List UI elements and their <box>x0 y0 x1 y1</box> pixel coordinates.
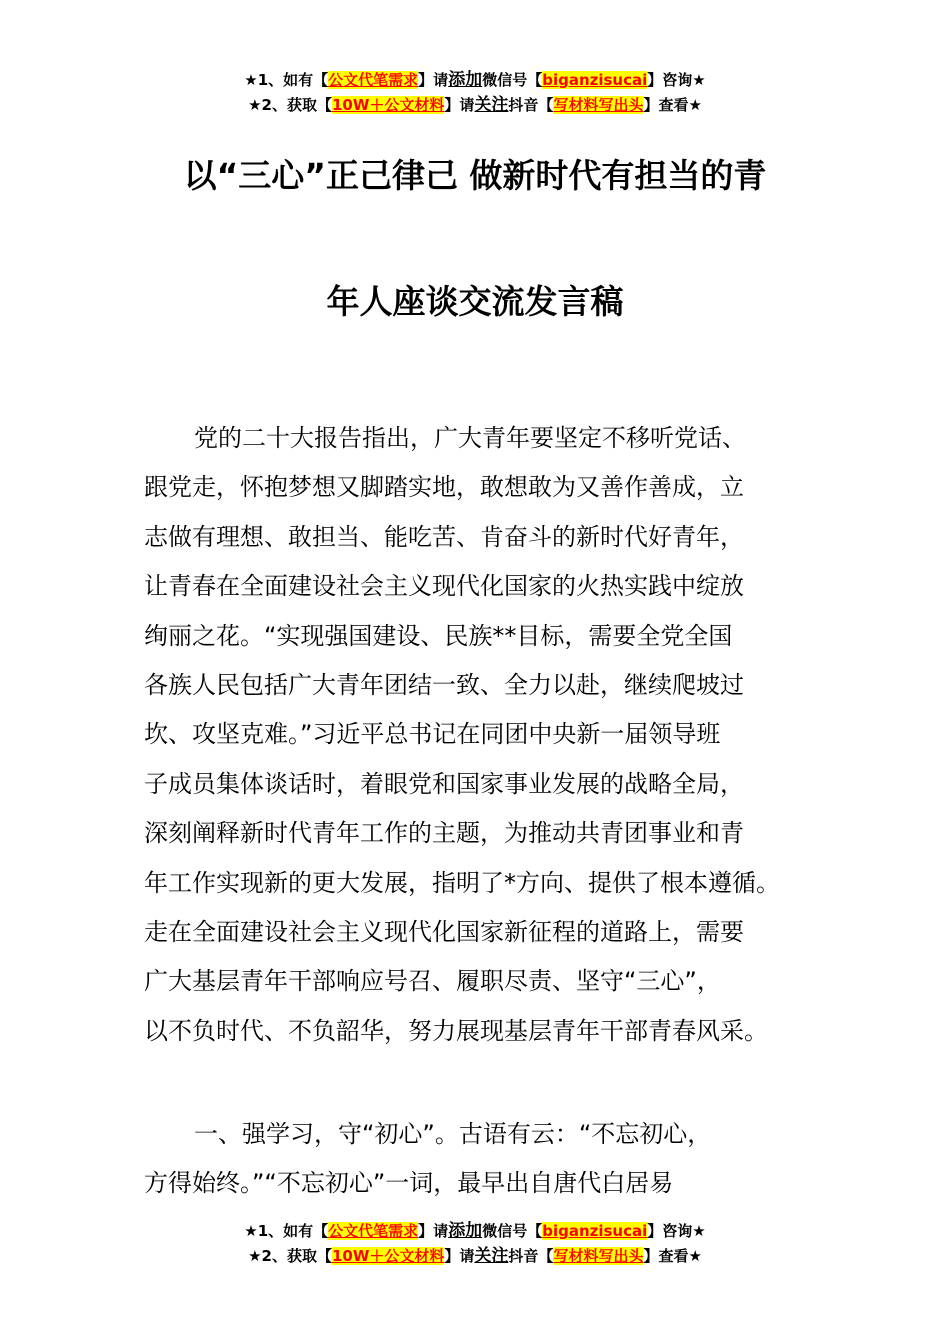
promo-wechat-id: biganzisucai <box>542 71 648 89</box>
promo-wechat-id: biganzisucai <box>542 1222 648 1240</box>
promo-highlight: 10W＋公文材料 <box>331 96 445 114</box>
promo-text: 】请 <box>444 1247 475 1265</box>
promo-line-1 <box>0 68 950 93</box>
promo-text: 微信号【 <box>482 1222 543 1240</box>
promo-text: 】咨询★ <box>647 71 706 89</box>
promo-text: ★2、获取【 <box>248 1247 332 1265</box>
promo-text: 】请 <box>418 71 449 89</box>
promo-text: 抖音【 <box>508 96 554 114</box>
promo-text: ★2、获取【 <box>248 96 332 114</box>
text-line: 各族人民包括广大青年团结一致、全力以赴，继续爬坡过 <box>144 670 744 699</box>
document-title-line-1: 以“三心”正己律己 做新时代有担当的青 <box>183 156 767 195</box>
text-line: 方得始终。”“不忘初心”一词，最早出自唐代白居易 <box>144 1169 674 1198</box>
text-line: 以不负时代、不负韶华，努力展现基层青年干部青春风采。 <box>144 1016 768 1045</box>
text-line: 志做有理想、敢担当、能吃苦、肯奋斗的新时代好青年， <box>144 522 744 551</box>
text-line: 广大基层青年干部响应号召、履职尽责、坚守“三心”， <box>144 967 721 996</box>
promo-douyin-id: 写材料写出头 <box>553 96 644 114</box>
promo-banner-top <box>0 68 950 118</box>
promo-line-2 <box>0 1244 950 1269</box>
promo-highlight: 公文代笔需求 <box>328 1222 419 1240</box>
promo-emphasis: 关注 <box>474 1246 509 1266</box>
text-line: 子成员集体谈话时，着眼党和国家事业发展的战略全局， <box>144 769 744 798</box>
text-line: 让青春在全面建设社会主义现代化国家的火热实践中绽放 <box>144 572 744 601</box>
promo-emphasis: 添加 <box>448 1221 483 1241</box>
text-line: 走在全面建设社会主义现代化国家新征程的道路上，需要 <box>144 917 744 946</box>
text-line: 跟党走，怀抱梦想又脚踏实地，敢想敢为又善作善成，立 <box>144 473 744 502</box>
promo-banner-bottom <box>0 1219 950 1269</box>
promo-emphasis: 添加 <box>448 70 483 90</box>
promo-highlight: 10W＋公文材料 <box>331 1247 445 1265</box>
promo-douyin-id: 写材料写出头 <box>553 1247 644 1265</box>
text-line: 年工作实现新的更大发展，指明了*方向、提供了根本遵循。 <box>144 868 780 897</box>
body-paragraph-1 <box>144 414 808 1056</box>
text-line: 绚丽之花。“实现强国建设、民族**目标，需要全党全国 <box>144 621 733 650</box>
document-title-line-2: 年人座谈交流发言稿 <box>326 282 624 321</box>
promo-text: 】咨询★ <box>647 1222 706 1240</box>
text-line: 深刻阐释新时代青年工作的主题，为推动共青团事业和青 <box>144 819 744 848</box>
promo-text: 】请 <box>444 96 475 114</box>
promo-text: 微信号【 <box>482 71 543 89</box>
promo-highlight: 公文代笔需求 <box>328 71 419 89</box>
promo-text: 】请 <box>418 1222 449 1240</box>
promo-text: ★1、如有【 <box>244 1222 329 1240</box>
promo-text: 】查看★ <box>643 1247 702 1265</box>
promo-text: ★1、如有【 <box>244 71 329 89</box>
promo-text: 抖音【 <box>508 1247 554 1265</box>
text-line: 一、强学习，守“初心”。古语有云：“不忘初心， <box>194 1120 712 1148</box>
text-line: 党的二十大报告指出，广大青年要坚定不移听党话、 <box>194 424 746 452</box>
promo-line-2 <box>0 93 950 118</box>
text-line: 坎、攻坚克难。”习近平总书记在同团中央新一届领导班 <box>144 720 721 749</box>
promo-line-1 <box>0 1219 950 1244</box>
promo-emphasis: 关注 <box>474 95 509 115</box>
promo-text: 】查看★ <box>643 96 702 114</box>
body-paragraph-2 <box>144 1110 808 1209</box>
